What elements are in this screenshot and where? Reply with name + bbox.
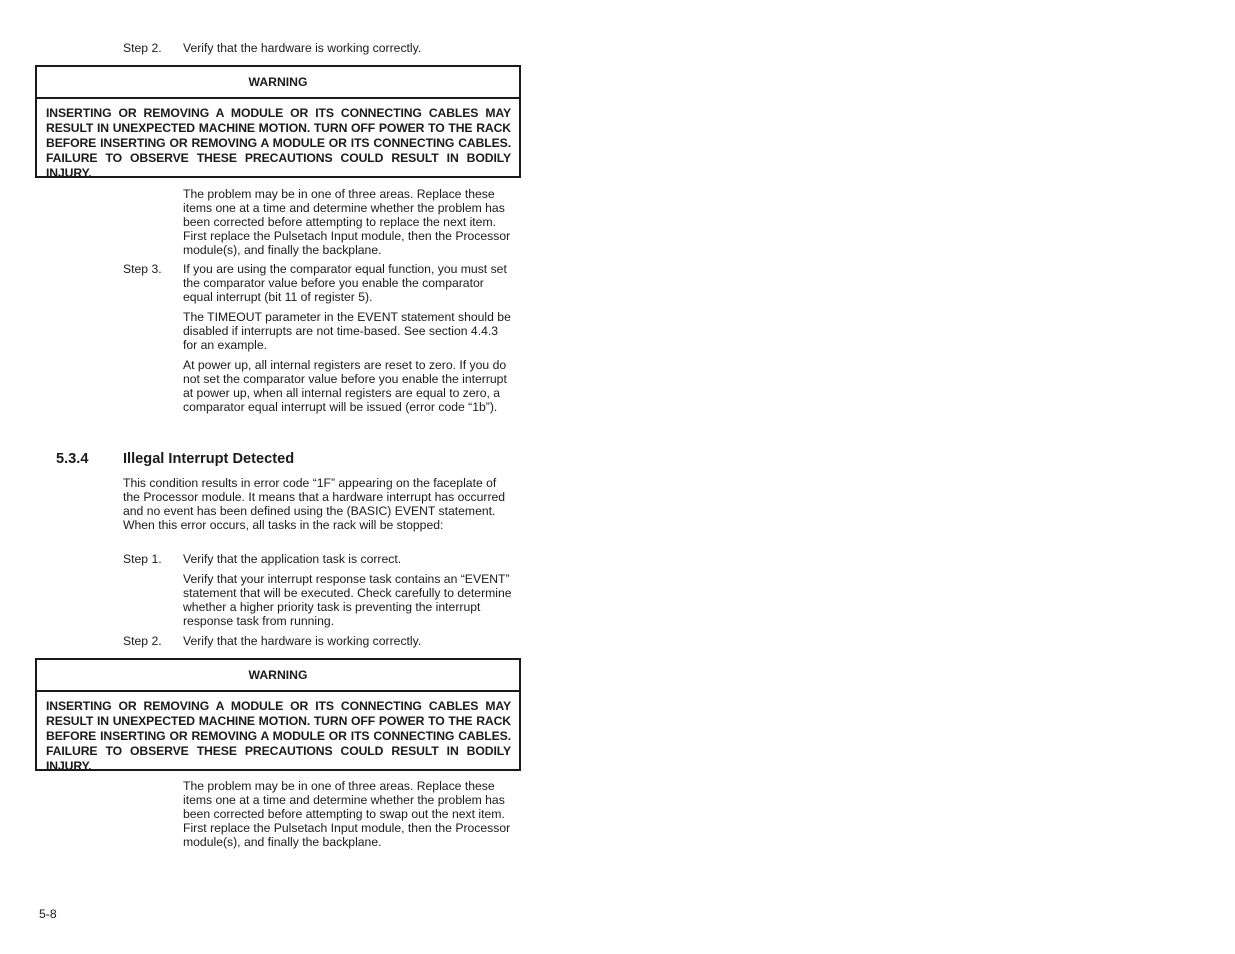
warning-title: WARNING bbox=[37, 67, 519, 99]
verify-paragraph: Verify that your interrupt response task contains an “EVENT” statement that will be executed. Check carefully to determine whether a higher priority task is preventing the interrupt response task from running. bbox=[183, 572, 512, 629]
page-number: 5-8 bbox=[39, 907, 57, 921]
step-text: Verify that the application task is correct. bbox=[183, 552, 402, 566]
step-text: Verify that the hardware is working correctly. bbox=[183, 41, 422, 55]
step-label: Step 1. bbox=[123, 552, 162, 566]
step-text: If you are using the comparator equal function, you must set the comparator value before you enable the comparator equal interrupt (bit 11 of register 5). bbox=[183, 262, 507, 305]
warning-body: INSERTING OR REMOVING A MODULE OR ITS CONNECTING CABLES MAY RESULT IN UNEXPECTED MACHINE MOTION. TURN OFF POWER TO THE RACK BEFORE INSERTING OR REMOVING A MODULE OR ITS CONNECTING CABLES. FAILURE TO OBSERVE THESE PRECAUTIONS COULD RESULT IN BODILY INJURY. bbox=[46, 699, 511, 773]
warning-box bbox=[35, 65, 521, 178]
step-label: Step 2. bbox=[123, 41, 162, 55]
problem-paragraph: The problem may be in one of three areas. Replace these items one at a time and determine whether the problem has been corrected before attempting to replace the next item. First replace the Pulsetach Input module, then the Processor module(s), and finally the backplane. bbox=[183, 187, 511, 258]
problem-paragraph: The problem may be in one of three areas. Replace these items one at a time and determine whether the problem has been corrected before attempting to swap out the next item. First replace the Pulsetach Input module, then the Processor module(s), and finally the backplane. bbox=[183, 779, 511, 850]
warning-box bbox=[35, 658, 521, 771]
warning-body: INSERTING OR REMOVING A MODULE OR ITS CONNECTING CABLES MAY RESULT IN UNEXPECTED MACHINE MOTION. TURN OFF POWER TO THE RACK BEFORE INSERTING OR REMOVING A MODULE OR ITS CONNECTING CABLES. FAILURE TO OBSERVE THESE PRECAUTIONS COULD RESULT IN BODILY INJURY. bbox=[46, 106, 511, 180]
section-number: 5.3.4 bbox=[56, 451, 89, 467]
section-title: Illegal Interrupt Detected bbox=[123, 451, 295, 467]
step-label: Step 2. bbox=[123, 634, 162, 648]
timeout-paragraph: The TIMEOUT parameter in the EVENT statement should be disabled if interrupts are not time-based. See section 4.4.3 for an example. bbox=[183, 310, 511, 353]
powerup-paragraph: At power up, all internal registers are reset to zero. If you do not set the comparator value before you enable the interrupt at power up, when all internal registers are equal to zero, a comparator equal interrupt will be issued (error code “1b”). bbox=[183, 358, 507, 415]
step-label: Step 3. bbox=[123, 262, 162, 276]
section-intro: This condition results in error code “1F” appearing on the faceplate of the Processor module. It means that a hardware interrupt has occurred and no event has been defined using the (BASIC) EVENT statement. When this error occurs, all tasks in the rack will be stopped: bbox=[123, 476, 506, 533]
step-text: Verify that the hardware is working correctly. bbox=[183, 634, 422, 648]
warning-title: WARNING bbox=[37, 660, 519, 692]
